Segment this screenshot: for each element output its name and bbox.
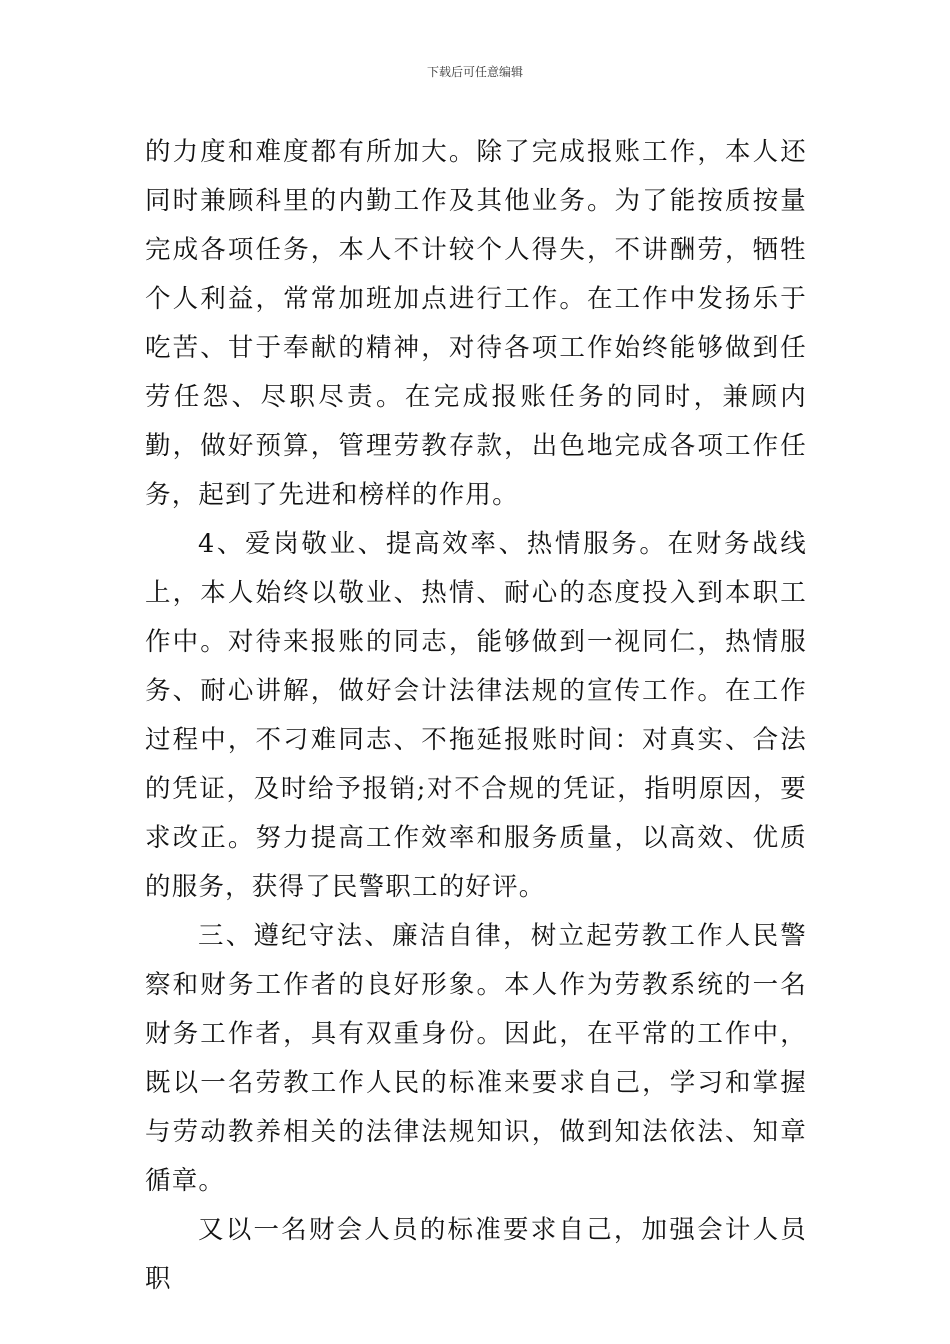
document-body xyxy=(145,128,807,1304)
paragraph-2: 4、爱岗敬业、提高效率、热情服务。在财务战线上，本人始终以敬业、热情、耐心的态度投入到本职工作中。对待来报账的同志，能够做到一视同仁，热情服务、耐心讲解，做好会计法律法规的宣传工作。在工作过程中，不刁难同志、不拖延报账时间：对真实、合法的凭证，及时给予报销;对不合规的凭证，指明原因，要求改正。努力提高工作效率和服务质量，以高效、优质的服务，获得了民警职工的好评。 xyxy=(145,529,807,902)
page-header-note: 下载后可任意编辑 xyxy=(426,65,523,79)
paragraph-4: 又以一名财会人员的标准要求自己，加强会计人员职 xyxy=(145,1215,807,1294)
paragraph-3: 三、遵纪守法、廉洁自律，树立起劳教工作人民警察和财务工作者的良好形象。本人作为劳教系统的一名财务工作者，具有双重身份。因此，在平常的工作中，既以一名劳教工作人民的标准来要求自己，学习和掌握与劳动教养相关的法律法规知识，做到知法依法、知章循章。 xyxy=(145,921,807,1196)
paragraph-1: 的力度和难度都有所加大。除了完成报账工作，本人还同时兼顾科里的内勤工作及其他业务。为了能按质按量完成各项任务，本人不计较个人得失，不讲酬劳，牺牲个人利益，常常加班加点进行工作。在工作中发扬乐于吃苦、甘于奉献的精神，对待各项工作始终能够做到任劳任怨、尽职尽责。在完成报账任务的同时，兼顾内勤，做好预算，管理劳教存款，出色地完成各项工作任务，起到了先进和榜样的作用。 xyxy=(145,137,807,510)
